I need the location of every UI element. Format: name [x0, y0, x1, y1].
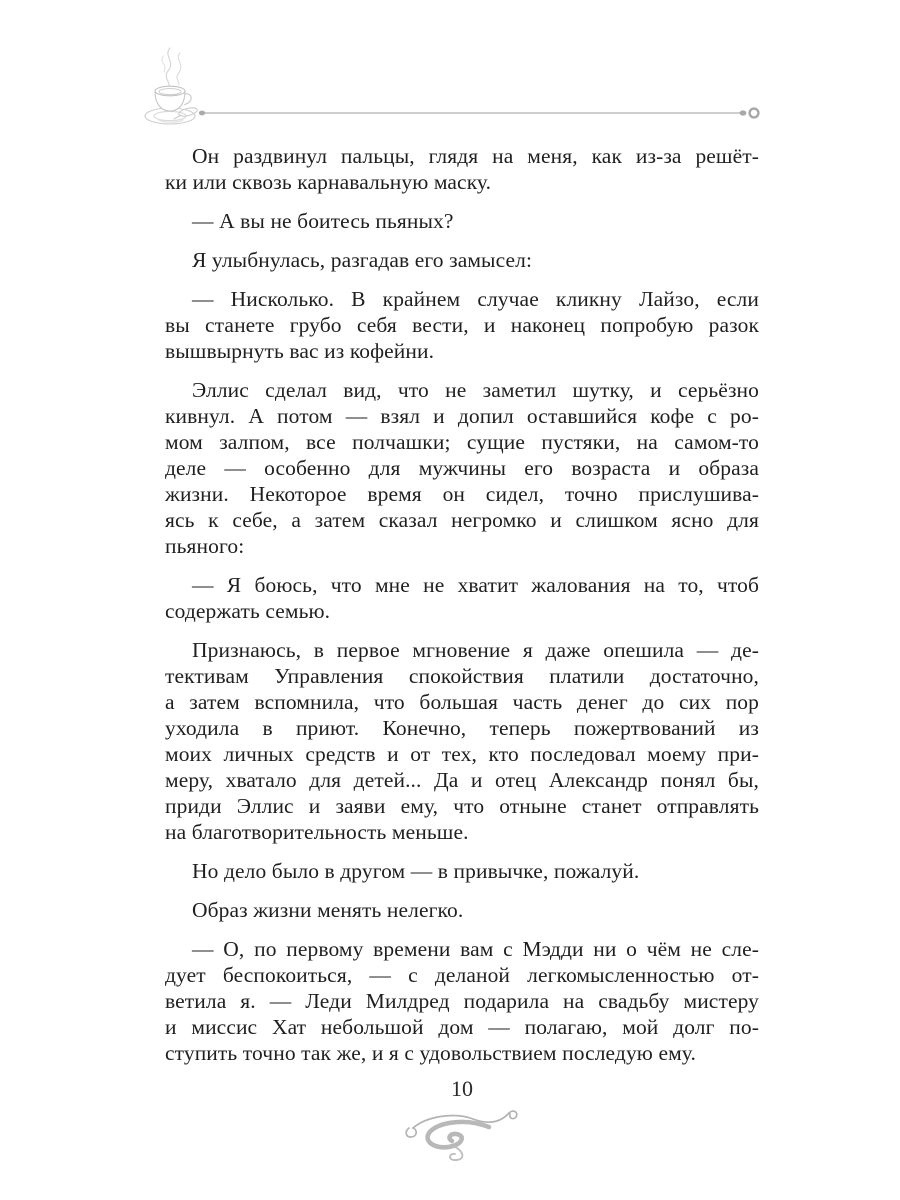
text-line: на благотворительность меньше. — [165, 820, 469, 844]
paragraph — [165, 286, 759, 364]
text-line: а затем вспомнила, что большая часть денег до сих пор — [165, 690, 759, 714]
text-line: вы станете грубо себя вести, и наконец попробую разок — [165, 313, 759, 337]
paragraph — [165, 247, 759, 273]
paragraph — [165, 637, 759, 845]
paragraph — [165, 858, 759, 884]
coffee-cup-icon — [139, 44, 203, 136]
text-line: — Нисколько. В крайнем случае кликну Лайзо, если — [192, 287, 759, 311]
text-line: — О, по первому времени вам с Мэдди ни о чём не сле- — [192, 937, 759, 961]
text-line: меру, хватало для детей... Да и отец Александр понял бы, — [165, 768, 759, 792]
text-line: моих личных средств и от тех, кто последовал моему при- — [165, 742, 759, 766]
text-line: ступить точно так же, и я с удовольствием последую ему. — [165, 1041, 696, 1065]
paragraph — [165, 936, 759, 1066]
text-line: дует беспокоиться, — с деланой легкомысленностью от- — [165, 963, 759, 987]
text-line: приди Эллис и заяви ему, что отныне станет отправлять — [165, 794, 759, 818]
text-line: содержать семью. — [165, 599, 331, 623]
text-line: ясь к себе, а затем сказал негромко и слишком ясно для — [165, 508, 759, 532]
text-line: ки или сквозь карнавальную маску. — [165, 170, 492, 194]
page-number: 10 — [451, 1076, 473, 1101]
flourish-icon — [399, 1104, 523, 1166]
text-line: вышвырнуть вас из кофейни. — [165, 339, 435, 363]
text-line: Он раздвинул пальцы, глядя на меня, как из-за решёт- — [192, 144, 759, 168]
paragraph — [165, 143, 759, 195]
text-line: ветила я. — Леди Милдред подарила на свадьбу мистеру — [165, 989, 759, 1013]
text-line: — Я боюсь, что мне не хватит жалования на то, чтоб — [192, 573, 759, 597]
text-line: Но дело было в другом — в привычке, пожалуй. — [192, 859, 640, 883]
header-divider-line — [196, 104, 766, 122]
paragraph — [165, 208, 759, 234]
text-line: и миссис Хат небольшой дом — полагаю, мой долг по- — [165, 1015, 759, 1039]
text-line: Признаюсь, в первое мгновение я даже опешила — де- — [192, 638, 759, 662]
text-line: тективам Управления спокойствия платили достаточно, — [165, 664, 759, 688]
paragraph — [165, 377, 759, 559]
text-line: кивнул. А потом — взял и допил оставшийся кофе с ро- — [165, 404, 759, 428]
paragraph — [165, 572, 759, 624]
text-line: Я улыбнулась, разгадав его замысел: — [192, 248, 533, 272]
text-line: пьяного: — [165, 534, 245, 558]
paragraph — [165, 897, 759, 923]
text-block — [165, 143, 759, 1066]
text-line: уходила в приют. Конечно, теперь пожертвований из — [165, 716, 759, 740]
text-line: Эллис сделал вид, что не заметил шутку, и серьёзно — [192, 378, 759, 402]
text-line: Образ жизни менять нелегко. — [192, 898, 464, 922]
text-line: деле — особенно для мужчины его возраста и образа — [165, 456, 759, 480]
text-line: мом залпом, все полчашки; сущие пустяки, на самом-то — [165, 430, 759, 454]
text-line: жизни. Некоторое время он сидел, точно прислушива- — [165, 482, 759, 506]
text-line: — А вы не боитесь пьяных? — [192, 209, 454, 233]
